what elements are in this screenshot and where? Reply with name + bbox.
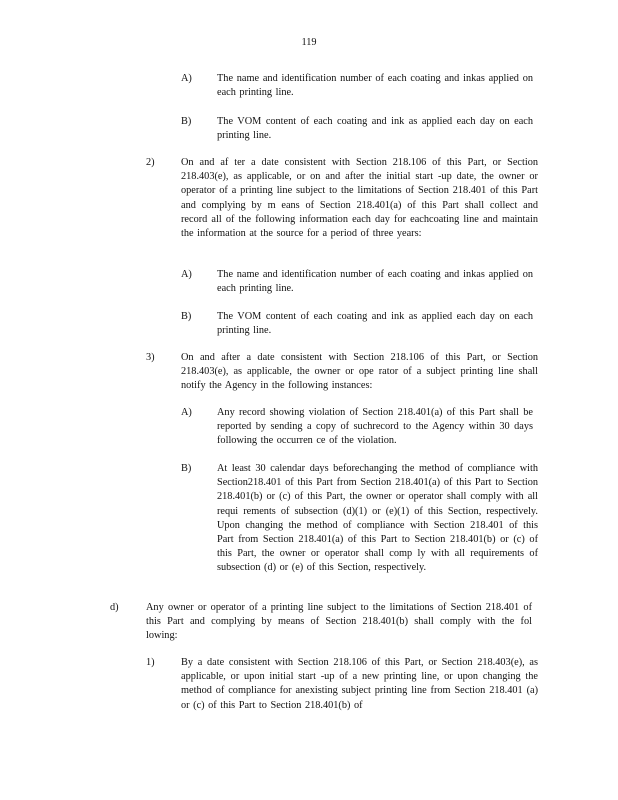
page-number: 119: [301, 37, 317, 48]
item-text: At least 30 calendar days beforechanging the method of compliance with Section218.401 of this Part from Section 218.401(a) of this Part to Section 218.401(b) or (c) of this Part, the owner or operator shall comply with all requi rements of subsection (d)(1) or (e)(1) of this Section, respectively. Upon changing the method of compliance with Section 218.401 of this Part from Section 218.401(a) of this Part to Section 218.401(b) or (c) of this Part, the owner or operator shall comp ly with all requirements of subsection (d) or (e) of this Section, respectively.: [217, 463, 538, 574]
item-text: The name and identification number of each coating and inkas applied on each printing line.: [217, 73, 533, 99]
item-label: B): [181, 116, 192, 127]
item-label: 1): [146, 657, 155, 668]
item-label: A): [181, 269, 192, 280]
item-label: A): [181, 73, 192, 84]
item-text: Any record showing violation of Section 218.401(a) of this Part shall be reported by sending a copy of suchrecord to the Agency within 30 days following the occurren ce of the violation.: [217, 407, 533, 447]
item-label: 2): [146, 157, 155, 168]
item-text: On and after a date consistent with Section 218.106 of this Part, or Section 218.403(e), as applicable, the owner or ope rator of a subject printing line shall notify the Agency in the following instances:: [181, 352, 538, 392]
item-text: The VOM content of each coating and ink as applied each day on each printing line.: [217, 116, 533, 142]
item-text: Any owner or operator of a printing line subject to the limitations of Section 218.401 of this Part and complying by means of Section 218.401(b) shall comply with the fol lowing:: [146, 602, 532, 642]
item-text: The name and identification number of each coating and inkas applied on each printing line.: [217, 269, 533, 295]
item-text: The VOM content of each coating and ink as applied each day on each printing line.: [217, 311, 533, 337]
item-label: B): [181, 463, 192, 474]
item-label: B): [181, 311, 192, 322]
item-label: 3): [146, 352, 155, 363]
item-label: A): [181, 407, 192, 418]
item-text: By a date consistent with Section 218.106 of this Part, or Section 218.403(e), as applicable, or upon initial start -up of a new printing line, or upon changing the method of compliance for anexisting subject printing line from Section 218.401 (a) or (c) of this Part to Section 218.401(b) of: [181, 657, 538, 711]
item-text: On and af ter a date consistent with Section 218.106 of this Part, or Section 218.403(e), as applicable, or on and after the initial start -up date, the owner or operator of a printing line subject to the limitations of Section 218.401 of this Part and complying by m eans of Section 218.401(a) of this Part shall collect and record all of the following information each day for eachcoating line and maintain the information at the source for a period of three years:: [181, 157, 538, 240]
item-label: d): [110, 602, 119, 613]
